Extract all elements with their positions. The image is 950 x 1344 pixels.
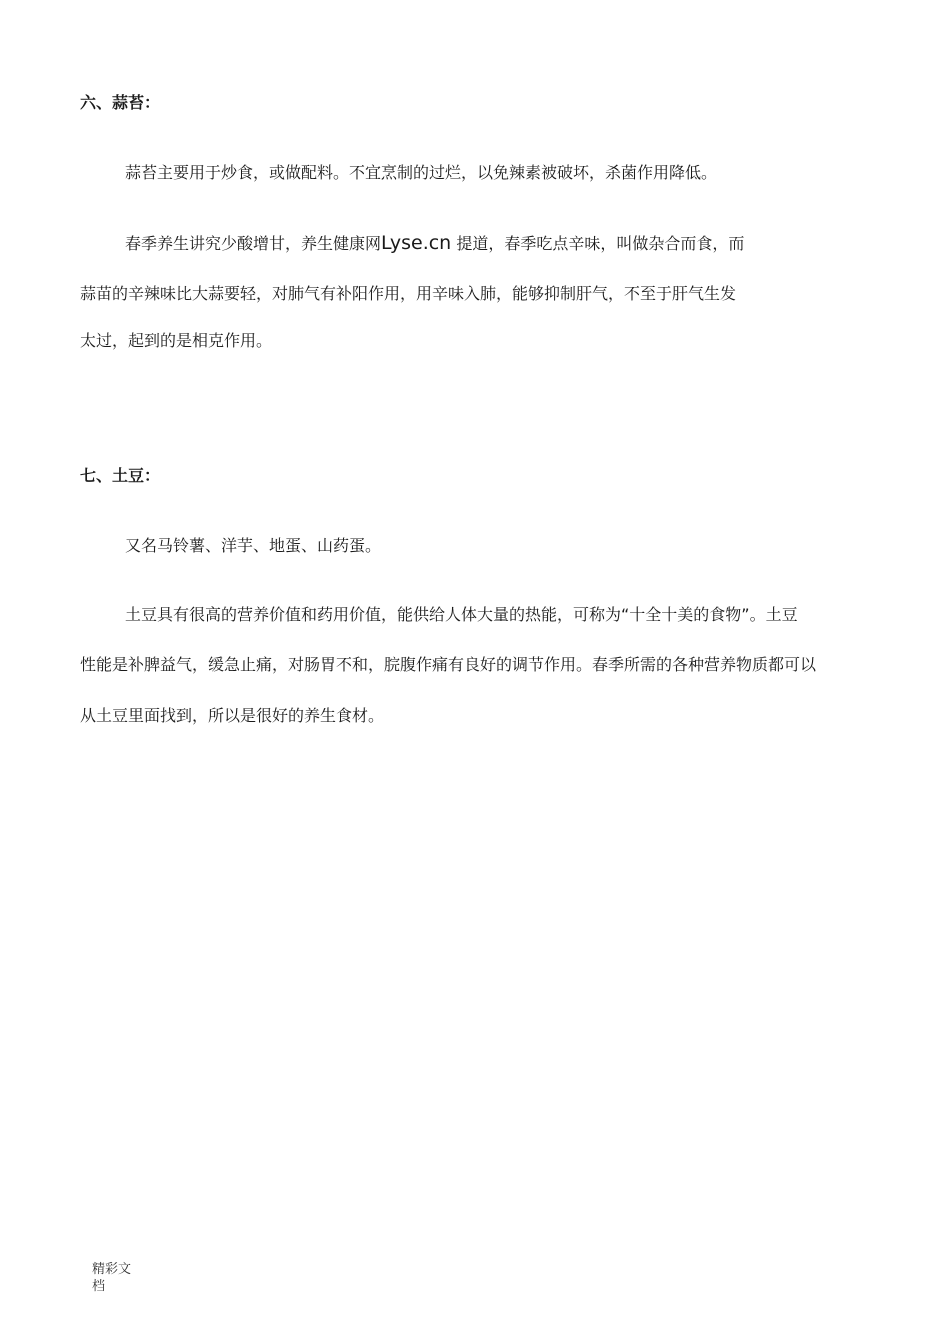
text-run: 提道，春季吃点辛味，叫做杂合而食，而 xyxy=(456,234,745,253)
footer-label xyxy=(92,1261,142,1295)
paragraph-potato-nutrition-line3: 从土豆里面找到，所以是很好的养生食材。 xyxy=(80,706,385,725)
paragraph-garlic-sprout-spring-line1 xyxy=(125,232,744,255)
section-heading-garlic-sprout: 六、蒜苔： xyxy=(80,93,161,112)
paragraph-garlic-sprout-spring-line2: 蒜苗的辛辣味比大蒜要轻，对肺气有补阳作用，用辛味入肺，能够抑制肝气，不至于肝气生发 xyxy=(80,284,737,303)
paragraph-potato-nutrition-line2: 性能是补脾益气，缓急止痛，对肠胃不和，脘腹作痛有良好的调节作用。春季所需的各种营养物质都可以 xyxy=(80,655,817,674)
paragraph-garlic-sprout-usage: 蒜苔主要用于炒食，或做配料。不宜烹制的过烂，以免辣素被破坏，杀菌作用降低。 xyxy=(125,163,718,182)
section-heading-potato: 七、土豆： xyxy=(80,466,161,485)
text-run: 春季养生讲究少酸增甘，养生健康网 xyxy=(125,234,382,253)
paragraph-potato-nutrition-line1: 土豆具有很高的营养价值和药用价值，能供给人体大量的热能，可称为“十全十美的食物”。土豆 xyxy=(125,605,798,624)
footer-line: 档 xyxy=(92,1279,106,1294)
paragraph-garlic-sprout-spring-line3: 太过，起到的是相克作用。 xyxy=(80,331,273,350)
footer-line: 精彩文 xyxy=(92,1262,132,1277)
site-name: Lyse.cn xyxy=(381,232,452,254)
paragraph-potato-names: 又名马铃薯、洋芋、地蛋、山药蛋。 xyxy=(125,536,382,555)
